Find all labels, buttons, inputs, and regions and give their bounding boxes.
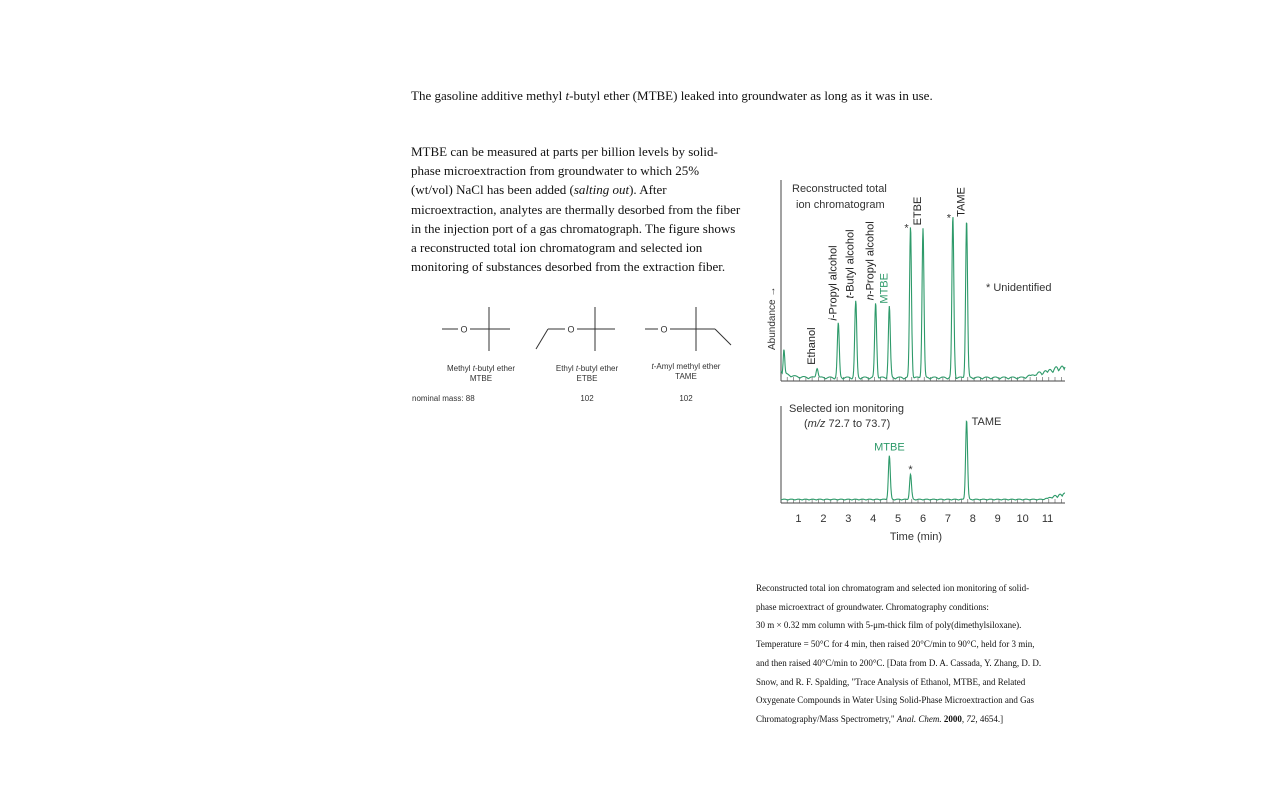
peak-label: Ethanol	[806, 327, 819, 365]
bottom-title-line1: Selected ion monitoring	[789, 403, 904, 415]
x-tick-label: 2	[820, 513, 827, 525]
etbe-name: Ethyl t-butyl ether	[555, 364, 619, 373]
chromatogram-chart	[760, 170, 1080, 555]
peak-label: TAME	[971, 416, 1002, 429]
para-italic: salting out	[573, 182, 630, 198]
tame-name: t-Amyl methyl ether	[651, 362, 721, 371]
unidentified-peak-marker: *	[946, 212, 952, 225]
structure-tame	[645, 307, 731, 351]
x-axis-label: Time (min)	[889, 531, 943, 543]
peak-label: TAME	[955, 187, 968, 217]
tame-oxygen: O	[660, 324, 668, 335]
top-title-line1: Reconstructed total	[792, 183, 887, 195]
unidentified-peak-marker: *	[904, 222, 909, 235]
intro-text-2: -butyl ether (MTBE) leaked into groundwater as long as it was in use.	[569, 88, 933, 103]
caption-line-2: phase microextract of groundwater. Chromatography conditions:	[756, 601, 989, 612]
x-tick-label: 9	[994, 513, 1001, 525]
y-axis-label: Abundance →	[767, 286, 778, 350]
x-tick-label: 6	[919, 513, 927, 525]
intro-italic: t	[565, 88, 570, 103]
mtbe-nominal-mass: nominal mass: 88	[412, 394, 475, 403]
unidentified-peak-marker: *	[908, 463, 913, 476]
x-tick-label: 11	[1041, 513, 1054, 525]
para-text-1: MTBE can be measured at parts per billion levels by solid-phase microextraction from groundwater to which 25% (wt/vol) NaCl has been added (	[411, 144, 718, 198]
bottom-panel	[781, 403, 1065, 503]
etbe-nominal-mass: 102	[580, 394, 594, 403]
peak-label: MTBE	[878, 273, 891, 304]
peak-label: t-Butyl alcohol	[844, 229, 857, 299]
caption-line-4: Temperature = 50°C for 4 min, then raised 20°C/min to 90°C, held for 3 min,	[756, 639, 1035, 650]
top-trace-line	[781, 217, 1065, 379]
bottom-title-line2: (m/z 72.7 to 73.7)	[804, 418, 891, 430]
intro-sentence	[411, 87, 1011, 105]
x-tick-label: 10	[1016, 513, 1029, 525]
x-tick-labels	[795, 513, 1053, 525]
caption-line-1: Reconstructed total ion chromatogram and selected ion monitoring of solid-	[756, 583, 1030, 593]
x-tick-label: 4	[870, 513, 877, 525]
x-tick-label: 5	[895, 513, 902, 525]
x-tick-label: 3	[845, 513, 852, 525]
peak-label: MTBE	[874, 441, 905, 454]
peak-label: n-Propyl alcohol	[864, 221, 877, 301]
chemical-structures	[405, 295, 745, 410]
caption-line-7: Oxygenate Compounds in Water Using Solid-Phase Microextraction and Gas	[756, 695, 1035, 706]
top-title-line2: ion chromatogram	[796, 199, 885, 211]
figure-caption	[756, 579, 1088, 729]
etbe-abbr: ETBE	[576, 374, 598, 383]
para-text-2: ). After microextraction, analytes are thermally desorbed from the fiber in the injection port of a gas chromatograph. The figure shows a reconstructed total ion chromatogram and selected ion monitoring of substances desorbed from the extraction fiber.	[411, 182, 741, 275]
intro-text-1: The gasoline additive methyl	[411, 88, 566, 103]
x-tick-label: 7	[944, 513, 951, 525]
structure-etbe	[536, 307, 615, 351]
bottom-trace-line	[781, 421, 1065, 500]
top-panel	[781, 180, 1065, 381]
top-peak-labels	[806, 187, 968, 365]
unidentified-note: * Unidentified	[986, 282, 1052, 294]
peak-label: ETBE	[912, 196, 924, 226]
tame-nominal-mass: 102	[679, 394, 693, 403]
caption-line-3: 30 m × 0.32 mm column with 5-μm-thick film of poly(dimethylsiloxane).	[756, 620, 1022, 631]
description-paragraph	[411, 142, 741, 276]
mtbe-name: Methyl t-butyl ether	[446, 364, 516, 373]
bottom-peak-labels	[874, 416, 1001, 476]
tame-abbr: TAME	[675, 372, 697, 381]
peak-label: i-Propyl alcohol	[827, 245, 840, 321]
caption-line-5: and then raised 40°C/min to 200°C. [Data from D. A. Cassada, Y. Zhang, D. D.	[756, 657, 1042, 668]
etbe-oxygen: O	[567, 324, 575, 335]
caption-line-8: Chromatography/Mass Spectrometry," Anal. Chem. 2000, 72, 4654.]	[756, 713, 1004, 724]
mtbe-oxygen: O	[460, 324, 468, 335]
x-tick-label: 1	[795, 513, 802, 525]
caption-line-6: Snow, and R. F. Spalding, "Trace Analysis of Ethanol, MTBE, and Related	[756, 676, 1026, 687]
x-tick-label: 8	[969, 513, 976, 525]
structure-mtbe	[442, 307, 510, 351]
mtbe-abbr: MTBE	[469, 374, 493, 383]
